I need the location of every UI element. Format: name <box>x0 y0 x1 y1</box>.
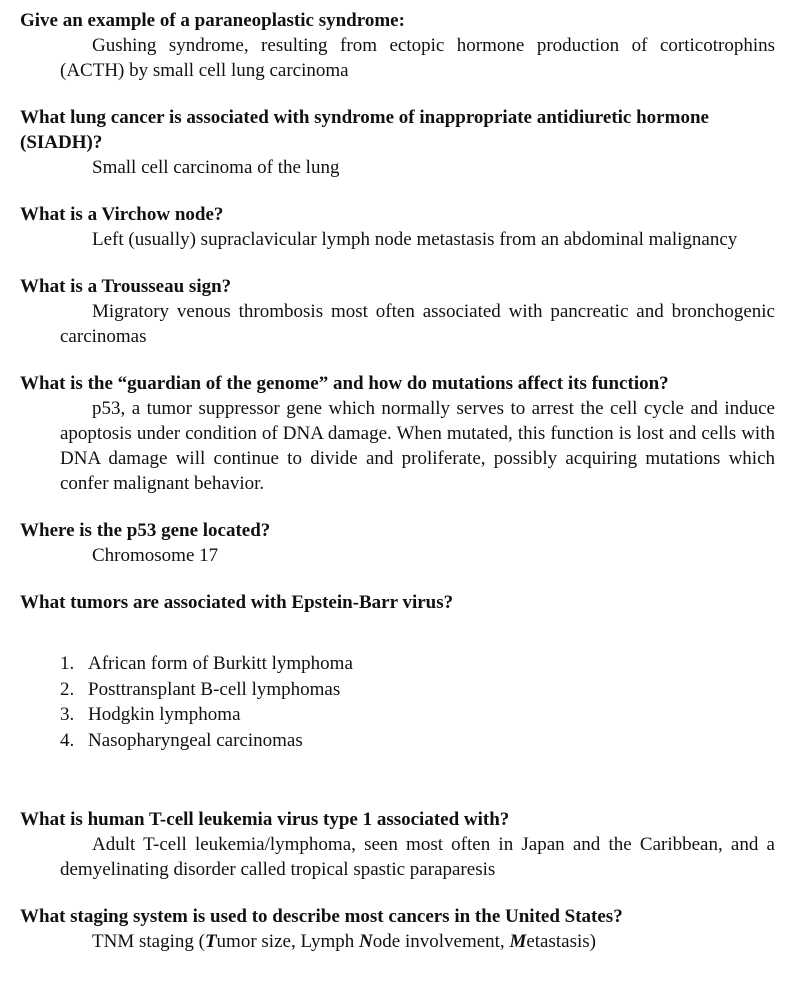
list-item <box>60 728 775 754</box>
qa-item <box>20 202 775 252</box>
answer: p53, a tumor suppressor gene which normally serves to arrest the cell cycle and induce apoptosis under condition of DNA damage. When mutated, this function is lost and cells with DNA damage will continue to divide and proliferate, possibly acquiring mutations which confer malignant behavior. <box>60 398 775 494</box>
qa-item <box>20 518 775 568</box>
qa-item <box>20 274 775 349</box>
spacer <box>20 753 775 807</box>
answer: Adult T-cell leukemia/lymphoma, seen most often in Japan and the Caribbean, and a demyelinating disorder called tropical spastic paraparesis <box>60 834 775 880</box>
list-item <box>60 702 775 728</box>
question: What is a Virchow node? <box>20 204 224 225</box>
list-item-text: Nasopharyngeal carcinomas <box>88 729 303 751</box>
answer <box>20 929 775 954</box>
list-number: 4. <box>60 729 75 751</box>
list-number: 1. <box>60 653 75 674</box>
answer: Chromosome 17 <box>92 545 219 566</box>
question: What staging system is used to describe most cancers in the United States? <box>20 906 623 927</box>
list-item <box>60 651 775 677</box>
emphasis-letter: M <box>509 931 527 952</box>
qa-item <box>20 8 775 83</box>
qa-item <box>20 807 775 882</box>
list-number: 2. <box>60 678 75 700</box>
list-item-text: African form of Burkitt lymphoma <box>88 653 353 674</box>
question: Where is the p53 gene located? <box>20 520 271 541</box>
qa-item <box>20 105 775 180</box>
answer-text: TNM staging ( <box>92 931 205 952</box>
tumor-list <box>20 651 775 753</box>
list-item-text: Hodgkin lymphoma <box>88 704 241 725</box>
answer-text: etastasis) <box>526 931 596 952</box>
question: What lung cancer is associated with syndrome of inappropriate antidiuretic hormone (SIADH)? <box>20 107 709 153</box>
answer-text: ode involvement, <box>372 931 510 952</box>
question: Give an example of a paraneoplastic syndrome: <box>20 10 405 31</box>
question: What is human T-cell leukemia virus type 1 associated with? <box>20 809 510 830</box>
answer: Migratory venous thrombosis most often associated with pancreatic and bronchogenic carcinomas <box>60 301 775 347</box>
question: What is a Trousseau sign? <box>20 276 232 297</box>
question: What is the “guardian of the genome” and how do mutations affect its function? <box>20 373 669 394</box>
answer: Left (usually) supraclavicular lymph node metastasis from an abdominal malignancy <box>92 229 738 250</box>
question: What tumors are associated with Epstein-Barr virus? <box>20 592 454 613</box>
emphasis-letter: T <box>204 931 217 952</box>
list-item-text: Posttransplant B-cell lymphomas <box>88 678 341 700</box>
list-number: 3. <box>60 704 75 725</box>
qa-item <box>20 590 775 753</box>
answer: Small cell carcinoma of the lung <box>92 157 340 178</box>
answer: Gushing syndrome, resulting from ectopic hormone production of corticotrophins (ACTH) by small cell lung carcinoma <box>60 35 775 81</box>
qa-item <box>20 371 775 496</box>
list-item <box>60 677 775 703</box>
emphasis-letter: N <box>359 931 373 952</box>
answer-text: umor size, Lymph <box>216 931 360 952</box>
qa-item <box>20 904 775 954</box>
